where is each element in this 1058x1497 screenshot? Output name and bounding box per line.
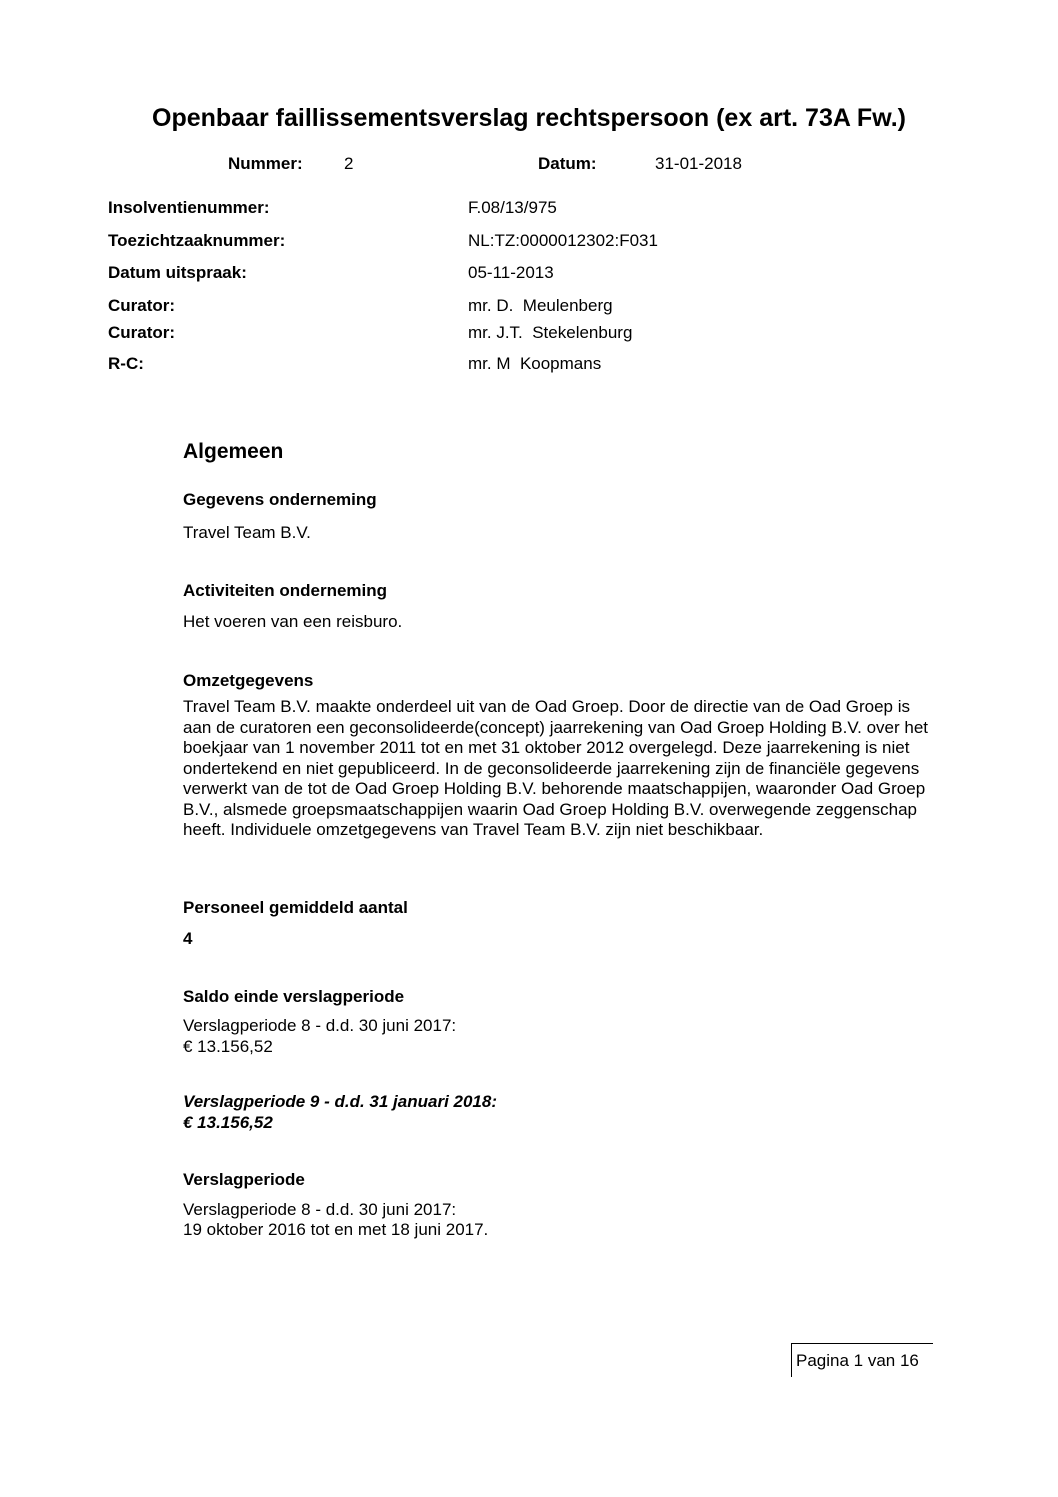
section-title: Algemeen (183, 440, 284, 463)
field-value: mr. D. Meulenberg (468, 296, 613, 315)
field-label: Insolventienummer: (108, 198, 270, 217)
omzet-text: Travel Team B.V. maakte onderdeel uit van de Oad Groep. Door de directie van de Oad Groep is aan de curatoren een geconsolideerde(concept) jaarrekening van Oad Groep Holding B.V. over het boekjaar van 1 november 2011 tot en met 31 oktober 2012 overgelegd. Deze jaarrekening is niet ondertekend en niet gepubliceerd. In de geconsolideerde jaarrekening zijn de financiële gegevens verwerkt van de tot de Oad Groep Holding B.V. behorende maatschappijen, waaronder Oad Groep B.V., alsmede groepsmaatschappijen waarin Oad Groep Holding B.V. overwegende zeggenschap heeft. Individuele omzetgegevens van Travel Team B.V. zijn niet beschikbaar. (183, 697, 929, 839)
field-label: Toezichtzaaknummer: (108, 231, 286, 250)
personeel-heading: Personeel gemiddeld aantal (183, 898, 408, 917)
activiteiten-heading: Activiteiten onderneming (183, 581, 388, 600)
field-value: NL:TZ:0000012302:F031 (468, 231, 658, 250)
page-number-box (791, 1343, 933, 1377)
saldo-line: Verslagperiode 8 - d.d. 30 juni 2017: (183, 1016, 457, 1035)
nummer-label: Nummer: (228, 154, 303, 173)
verslagperiode-dates: 19 oktober 2016 tot en met 18 juni 2017. (183, 1220, 489, 1239)
nummer-value: 2 (344, 154, 354, 173)
personeel-value: 4 (183, 929, 193, 948)
saldo-update-line: Verslagperiode 9 - d.d. 31 januari 2018: (183, 1092, 497, 1111)
field-label: R-C: (108, 354, 144, 373)
field-value: F.08/13/975 (468, 198, 557, 217)
field-label: Datum uitspraak: (108, 263, 247, 282)
saldo-amount: € 13.156,52 (183, 1037, 273, 1056)
field-value: mr. M Koopmans (468, 354, 602, 373)
field-value: 05-11-2013 (468, 263, 554, 282)
datum-label: Datum: (538, 154, 597, 173)
verslagperiode-heading: Verslagperiode (183, 1170, 305, 1189)
saldo-update-amount: € 13.156,52 (183, 1113, 273, 1132)
field-label: Curator: (108, 296, 176, 315)
gegevens-heading: Gegevens onderneming (183, 490, 377, 509)
field-value: mr. J.T. Stekelenburg (468, 323, 633, 342)
saldo-heading: Saldo einde verslagperiode (183, 987, 405, 1006)
activiteiten-text: Het voeren van een reisburo. (183, 612, 403, 631)
page-number: Pagina 1 van 16 (796, 1351, 919, 1370)
document-title: Openbaar faillissementsverslag rechtspersoon (ex art. 73A Fw.) (152, 104, 906, 132)
field-label: Curator: (108, 323, 176, 342)
datum-value: 31-01-2018 (655, 154, 742, 173)
verslagperiode-line: Verslagperiode 8 - d.d. 30 juni 2017: (183, 1200, 457, 1219)
omzet-heading: Omzetgegevens (183, 671, 314, 690)
gegevens-text: Travel Team B.V. (183, 523, 311, 542)
